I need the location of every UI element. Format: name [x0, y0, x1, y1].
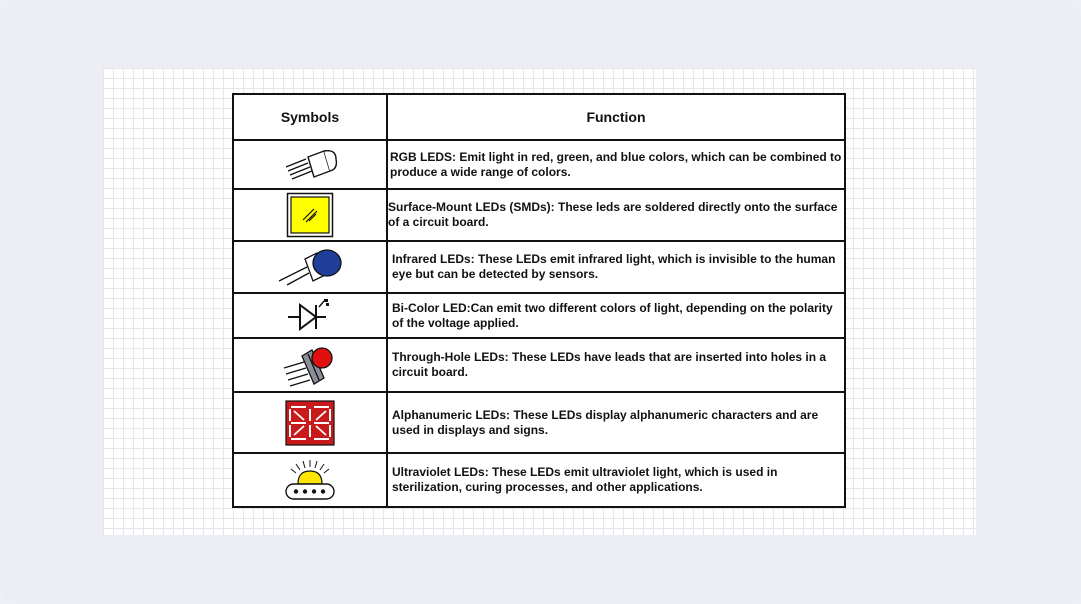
function-cell: Infrared LEDs: These LEDs emit infrared light, which is invisible to the human eye but can be detected by sensors.: [387, 241, 845, 293]
rgb-led-icon: [280, 145, 340, 185]
symbol-cell: [233, 392, 387, 453]
table-row: [233, 453, 845, 507]
table-header-row: [233, 94, 845, 140]
function-header: Function: [387, 94, 845, 140]
function-cell: Alphanumeric LEDs: These LEDs display alphanumeric characters and are used in displays and signs.: [387, 392, 845, 453]
symbol-cell: [233, 189, 387, 241]
symbols-header: Symbols: [233, 94, 387, 140]
table-row: [233, 392, 845, 453]
function-cell: Ultraviolet LEDs: These LEDs emit ultraviolet light, which is used in sterilization, curing processes, and other applications.: [387, 453, 845, 507]
ultraviolet-led-icon: [283, 458, 337, 502]
infrared-led-icon: [277, 245, 343, 289]
symbol-cell: [233, 338, 387, 392]
alphanumeric-led-icon: [285, 400, 335, 446]
table-row: [233, 189, 845, 241]
function-cell: Bi-Color LED:Can emit two different colors of light, depending on the polarity of the voltage applied.: [387, 293, 845, 338]
table-row: [233, 338, 845, 392]
symbol-cell: [233, 293, 387, 338]
symbol-cell: [233, 453, 387, 507]
table-row: [233, 140, 845, 189]
symbol-cell: [233, 140, 387, 189]
led-symbol-table: [232, 93, 846, 508]
table-row: [233, 241, 845, 293]
through-hole-led-icon: [282, 342, 338, 388]
function-cell: RGB LEDS: Emit light in red, green, and blue colors, which can be combined to produce a wide range of colors.: [387, 140, 845, 189]
table-row: [233, 293, 845, 338]
symbol-cell: [233, 241, 387, 293]
smd-led-icon: [286, 192, 334, 238]
function-cell: Surface-Mount LEDs (SMDs): These leds are soldered directly onto the surface of a circuit board.: [387, 189, 845, 241]
function-cell: Through-Hole LEDs: These LEDs have leads that are inserted into holes in a circuit board.: [387, 338, 845, 392]
bicolor-led-icon: [286, 297, 334, 335]
